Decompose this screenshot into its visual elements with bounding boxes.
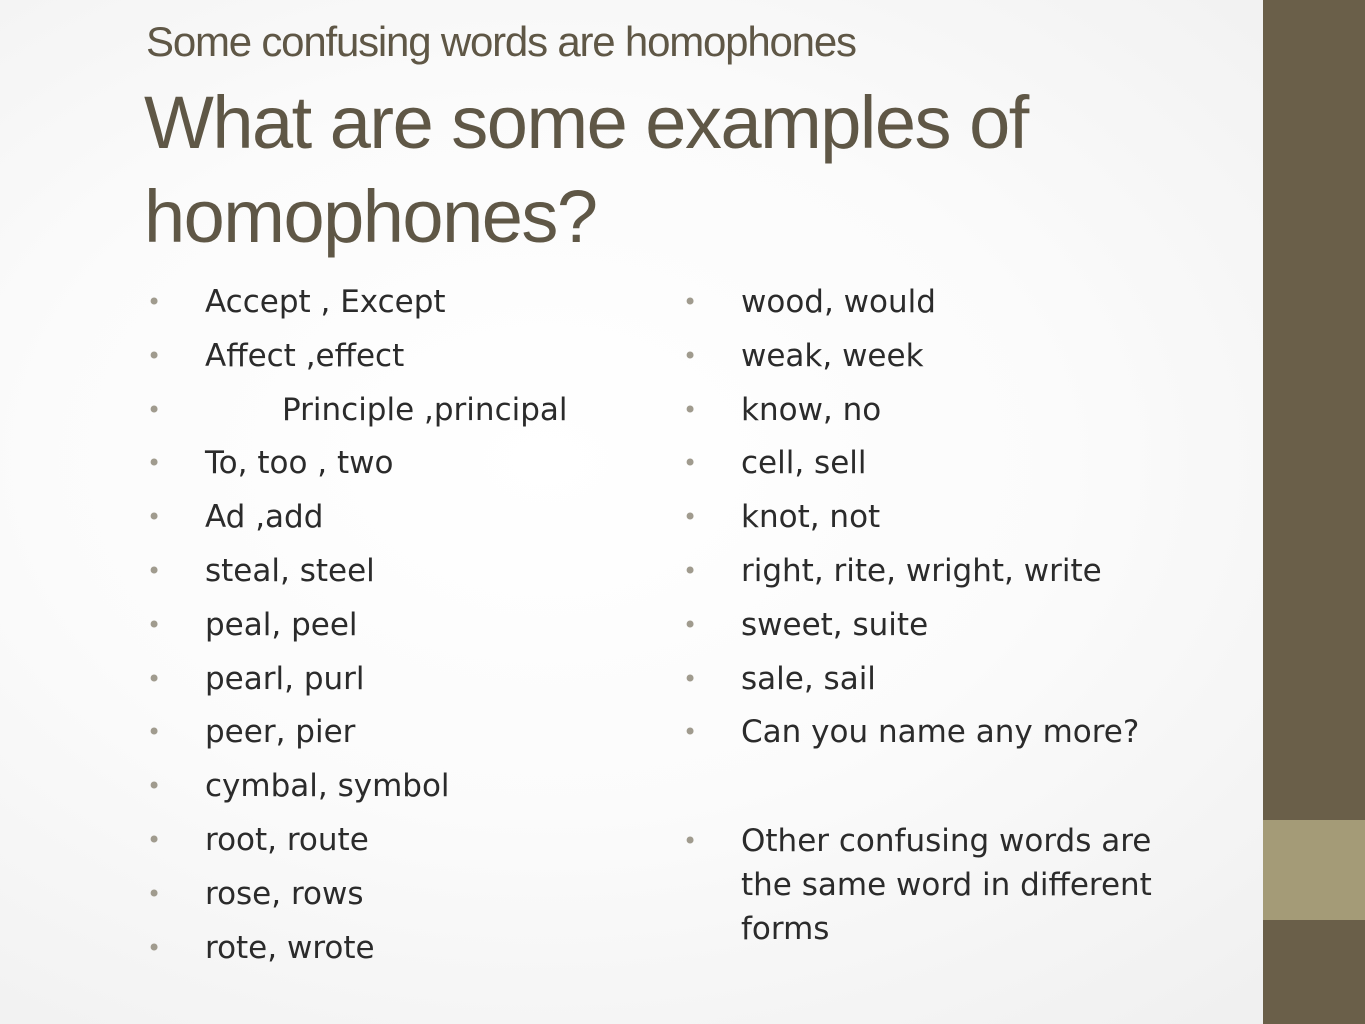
- bullet-icon: •: [147, 341, 162, 370]
- bullet-icon: •: [147, 610, 162, 639]
- list-item: • Ad ,add: [146, 491, 666, 545]
- bullet-icon: •: [683, 395, 698, 424]
- list-item: • rote, wrote: [146, 922, 666, 976]
- list-item: • know, no: [682, 384, 1252, 438]
- bullet-icon: •: [147, 772, 162, 801]
- bullet-icon: •: [147, 718, 162, 747]
- bullet-icon: •: [683, 610, 698, 639]
- bullet-icon: •: [147, 556, 162, 585]
- list-item: • Other confusing words are the same word in different forms: [682, 814, 1211, 951]
- bullet-icon: •: [147, 395, 162, 424]
- list-item: • To, too , two: [146, 437, 666, 491]
- list-item: • peal, peel: [146, 599, 666, 653]
- list-item: • Can you name any more?: [682, 706, 1252, 760]
- homophones-list-left: [146, 276, 666, 975]
- sidebar-accent-block: [1263, 820, 1365, 920]
- list-item: • Accept , Except: [146, 276, 666, 330]
- list-item: • Principle ,principal: [146, 384, 666, 438]
- bullet-icon: •: [147, 503, 162, 532]
- bullet-icon: •: [147, 449, 162, 478]
- slide-title: What are some examples of homophones?: [144, 81, 1028, 258]
- bullet-icon: •: [683, 664, 698, 693]
- bullet-icon: •: [683, 556, 698, 585]
- bullet-icon: •: [147, 879, 162, 908]
- bullet-icon: •: [147, 933, 162, 962]
- bullet-icon: •: [147, 288, 162, 316]
- bullet-icon: •: [683, 718, 698, 747]
- bullet-icon: •: [683, 449, 698, 478]
- bullet-icon: •: [147, 825, 162, 854]
- list-item: • right, rite, wright, write: [682, 545, 1252, 599]
- list-item: • weak, week: [682, 330, 1252, 384]
- bullet-icon: •: [683, 341, 698, 370]
- list-item: • sweet, suite: [682, 599, 1252, 653]
- list-item: • peer, pier: [146, 706, 666, 760]
- list-item: • knot, not: [682, 491, 1252, 545]
- bullet-icon: •: [147, 664, 162, 693]
- list-item: • sale, sail: [682, 653, 1252, 707]
- list-item: • pearl, purl: [146, 653, 666, 707]
- slide-subtitle: Some confusing words are homophones: [146, 18, 856, 65]
- list-item: • cell, sell: [682, 437, 1252, 491]
- bullet-icon: •: [683, 826, 698, 855]
- list-item: • cymbal, symbol: [146, 760, 666, 814]
- list-item: • Affect ,effect: [146, 330, 666, 384]
- list-item: • wood, would: [682, 276, 1252, 330]
- list-item: • rose, rows: [146, 868, 666, 922]
- homophones-list-right: [682, 276, 1252, 951]
- list-item: • steal, steel: [146, 545, 666, 599]
- bullet-icon: •: [683, 503, 698, 532]
- bullet-icon: •: [683, 288, 698, 316]
- list-item: • root, route: [146, 814, 666, 868]
